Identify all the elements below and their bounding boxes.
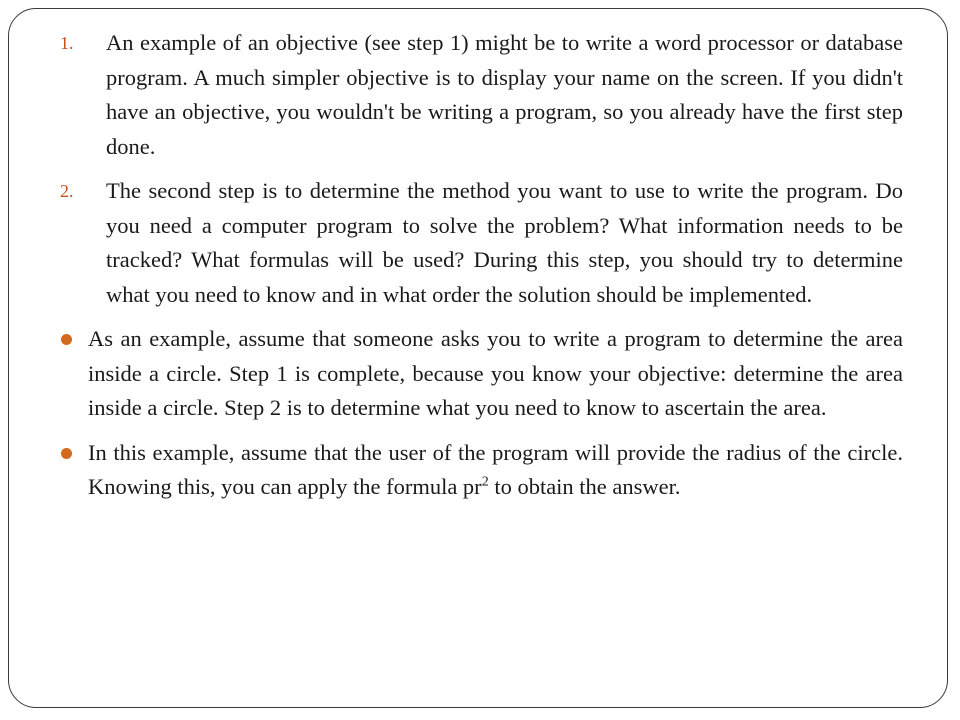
bullet-text-before: In this example, assume that the user of the program will provide the radius of the circle. Knowing this, you can apply the formula pr <box>88 439 903 499</box>
item-text: The second step is to determine the method you want to use to write the program. Do you need a computer program to solve the problem? What information needs to be tracked? What formulas will be used? During this step, you should try to determine what you need to know and in what order the solution should be implemented. <box>106 178 903 307</box>
bullet-item-1 <box>60 322 903 426</box>
bullet-dot-icon <box>61 448 72 459</box>
numbered-item-2 <box>60 174 903 312</box>
numbered-item-1 <box>60 26 903 164</box>
bullet-dot-icon <box>61 334 72 345</box>
bullet-text-after: to obtain the answer. <box>488 474 681 499</box>
list-number: 1. <box>60 33 74 53</box>
bullet-item-2 <box>60 436 903 505</box>
bullet-text: As an example, assume that someone asks you to write a program to determine the area inside a circle. Step 1 is complete, because you know your objective: determine the area inside a circle. Step 2 is to determine what you need to know to ascertain the area. <box>88 326 903 420</box>
item-text: An example of an objective (see step 1) might be to write a word processor or database program. A much simpler objective is to display your name on the screen. If you didn't have an objective, you wouldn't be writing a program, so you already have the first step done. <box>106 30 903 159</box>
list-number: 2. <box>60 181 74 201</box>
slide-content <box>60 26 903 515</box>
superscript: 2 <box>481 474 489 490</box>
